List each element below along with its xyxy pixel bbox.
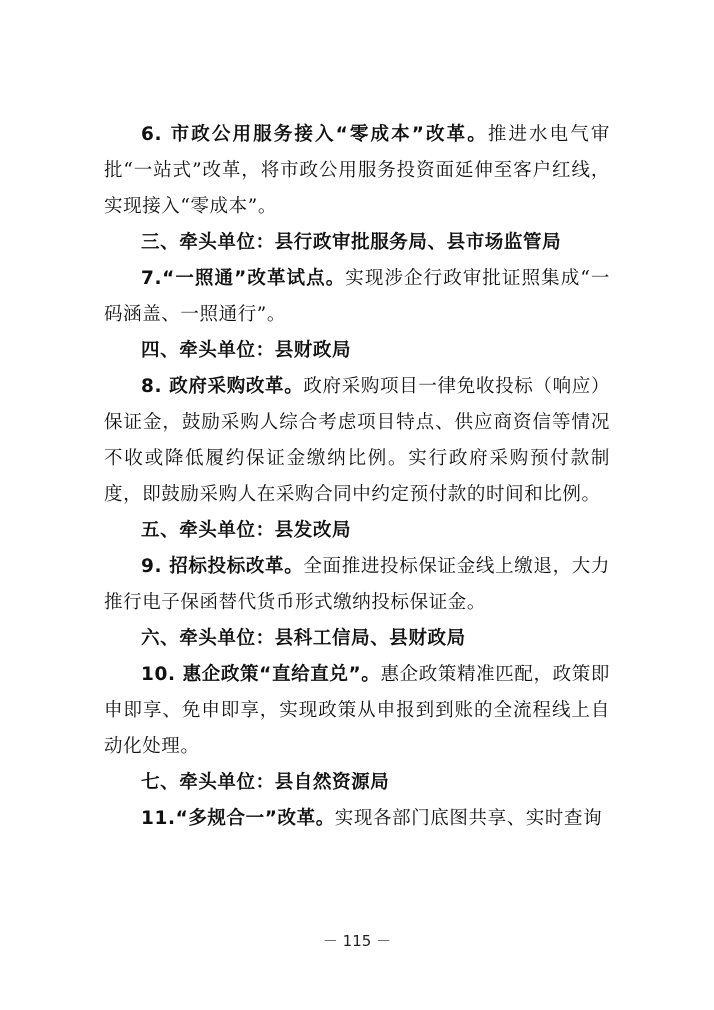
section-heading-6: 六、牵头单位：县科工信局、县财政局 xyxy=(141,628,466,649)
paragraph-body: 政府采购项目一律免收投标（响应）保证金，鼓励采购人综合考虑项目特点、供应商资信等情况不收或降低履约保证金缴纳比例。实行政府采购预付款制度，即鼓励采购人在采购合同中约定预付款的时间和比例。 xyxy=(104,376,611,505)
paragraph-item-9 xyxy=(104,549,610,621)
page-number: － 115 － xyxy=(322,932,392,950)
document-body xyxy=(104,117,610,837)
paragraph-item-8 xyxy=(104,369,610,513)
section-heading-3: 三、牵头单位：县行政审批服务局、县市场监管局 xyxy=(141,232,562,253)
paragraph-lead: 10. 惠企政策“直给直兑”。 xyxy=(141,664,381,685)
paragraph-lead: 11.“多规合一”改革。 xyxy=(141,808,335,829)
paragraph-body: 惠企政策精准匹配，政策即申即享、免申即享，实现政策从申报到到账的全流程线上自动化处理。 xyxy=(104,664,611,757)
paragraph-item-6 xyxy=(104,117,610,225)
paragraph-body: 全面推进投标保证金线上缴退，大力推行电子保函替代货币形式缴纳投标保证金。 xyxy=(104,556,611,613)
paragraph-item-11 xyxy=(104,801,610,837)
paragraph-lead: 9. 招标投标改革。 xyxy=(141,556,304,577)
paragraph-body: 实现涉企行政审批证照集成“一码涵盖、一照通行”。 xyxy=(104,268,610,325)
section-heading-4: 四、牵头单位：县财政局 xyxy=(141,340,352,361)
paragraph-body: 实现各部门底图共享、实时查询 xyxy=(334,808,603,829)
paragraph-lead: 8. 政府采购改革。 xyxy=(141,376,304,397)
section-heading-5: 五、牵头单位：县发改局 xyxy=(141,520,352,541)
paragraph-item-7 xyxy=(104,261,610,333)
paragraph-lead: 6. 市政公用服务接入“零成本”改革。 xyxy=(141,124,488,145)
section-heading-7: 七、牵头单位：县自然资源局 xyxy=(141,772,390,793)
paragraph-item-10 xyxy=(104,657,610,765)
paragraph-body: 推进水电气审批“一站式”改革，将市政公用服务投资面延伸至客户红线，实现接入“零成本”。 xyxy=(104,124,611,217)
paragraph-lead: 7.“一照通”改革试点。 xyxy=(141,268,346,289)
